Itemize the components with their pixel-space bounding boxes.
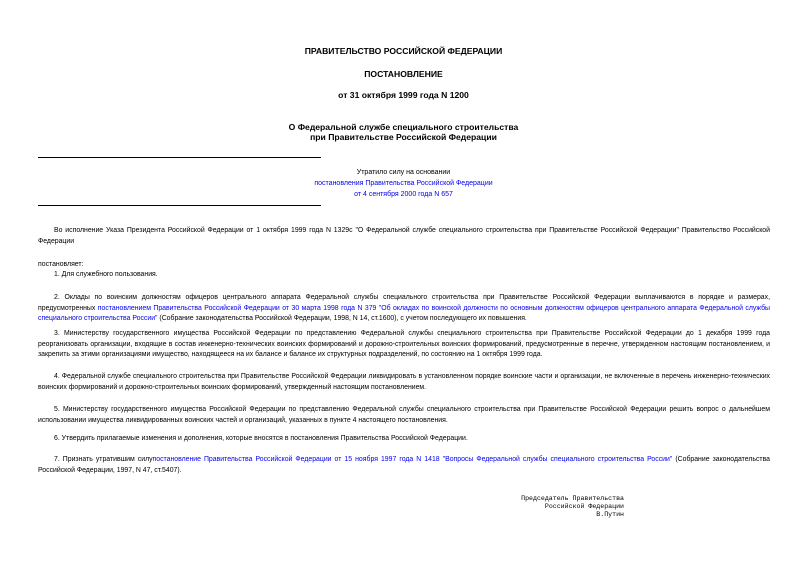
paragraph-5: 5. Министерству государственного имущества Российской Федерации по представлению Федеральной службы специального строительства при Правительстве Российской Федерации решить вопрос о дальнейшем использовании имущества ликвидированных воинских частей и организаций, указанных в пункте 4 настоящего постановления. bbox=[38, 406, 770, 424]
paragraph-6: 6. Утвердить прилагаемые изменения и дополнения, которые вносятся в постановления Правительства Российской Федерации. bbox=[54, 435, 468, 442]
document-title-line-2: при Правительстве Российской Федерации bbox=[310, 132, 497, 142]
paragraph-2 bbox=[38, 293, 770, 325]
document-type: ПОСТАНОВЛЕНИЕ bbox=[364, 69, 443, 79]
decree-379-link[interactable]: постановлением Правительства Российской Федерации от 30 марта 1998 года N 379 "Об окладах по воинской должности по основным должностям офицеров центрального аппарата Федеральной службы специального строительства России" bbox=[38, 304, 770, 322]
paragraph-3: 3. Министерству государственного имущества Российской Федерации по представлению Федеральной службы специального строительства при Правительстве Российской Федерации до 1 декабря 1999 года реорганизовать организации, входящие в состав инженерно-технических воинских формирований и дорожно-строительных воинских формирований, предусмотренные в перечне, утвержденном настоящим постановлением, и закрепить за этими организациями имущество, находящееся на их балансе и балансе их структурных подразделений, по состоянию на 1 октября 1999 года. bbox=[38, 330, 770, 358]
issuing-authority: ПРАВИТЕЛЬСТВО РОССИЙСКОЙ ФЕДЕРАЦИИ bbox=[304, 46, 503, 56]
signatory-country: Российской Федерации bbox=[544, 503, 624, 510]
paragraph-7-text-end: (Собрание законодательства Российской Федерации, 1997, N 47, ст.5407). bbox=[38, 456, 770, 474]
resolves-word: постановляет: bbox=[38, 261, 84, 268]
status-note: Утратило силу на основании bbox=[356, 169, 451, 176]
paragraph-2-text-start: 2. Оклады по воинским должностям офицеров центрального аппарата Федеральной службы специального строительства при Правительстве Российской Федерации выплачиваются в порядке и размерах, предусмотренных bbox=[38, 294, 770, 312]
paragraph-7-text-start: 7. Признать утратившим силу bbox=[54, 456, 153, 463]
signatory-position: Председатель Правительства bbox=[521, 495, 624, 502]
paragraph-2-text-end: (Собрание законодательства Российской Федерации, 1998, N 14, ст.1600), с учетом последующего их повышения. bbox=[157, 315, 527, 322]
document-date-number: от 31 октября 1999 года N 1200 bbox=[338, 90, 469, 100]
repeal-link-line-2[interactable]: от 4 сентября 2000 года N 657 bbox=[354, 191, 453, 198]
paragraph-4: 4. Федеральной службе специального строительства при Правительстве Российской Федерации ликвидировать в установленном порядке воинские части и организации, не включенные в перечень инженерно-технических воинских формирований и дорожно-строительных воинских формирований, утвержденный настоящим постановлением. bbox=[38, 373, 770, 391]
signatory-name: В.Путин bbox=[596, 511, 624, 518]
divider-bottom bbox=[38, 205, 321, 206]
preamble-paragraph: Во исполнение Указа Президента Российской Федерации от 1 октября 1999 года N 1329с "О Федеральной службе специального строительства при Правительстве Российской Федерации" Правительство Российской Федерации bbox=[38, 227, 770, 245]
document-title-line-1: О Федеральной службе специального строительства bbox=[288, 122, 519, 132]
decree-1418-link[interactable]: постановление Правительства Российской Федерации от 15 ноября 1997 года N 1418 "Вопросы Федеральной службы специального строительства России" bbox=[152, 456, 673, 463]
divider-top bbox=[38, 157, 321, 158]
repeal-link-line-1[interactable]: постановления Правительства Российской Федерации bbox=[314, 180, 493, 187]
paragraph-7 bbox=[38, 455, 770, 476]
paragraph-1: 1. Для служебного пользования. bbox=[54, 271, 158, 278]
